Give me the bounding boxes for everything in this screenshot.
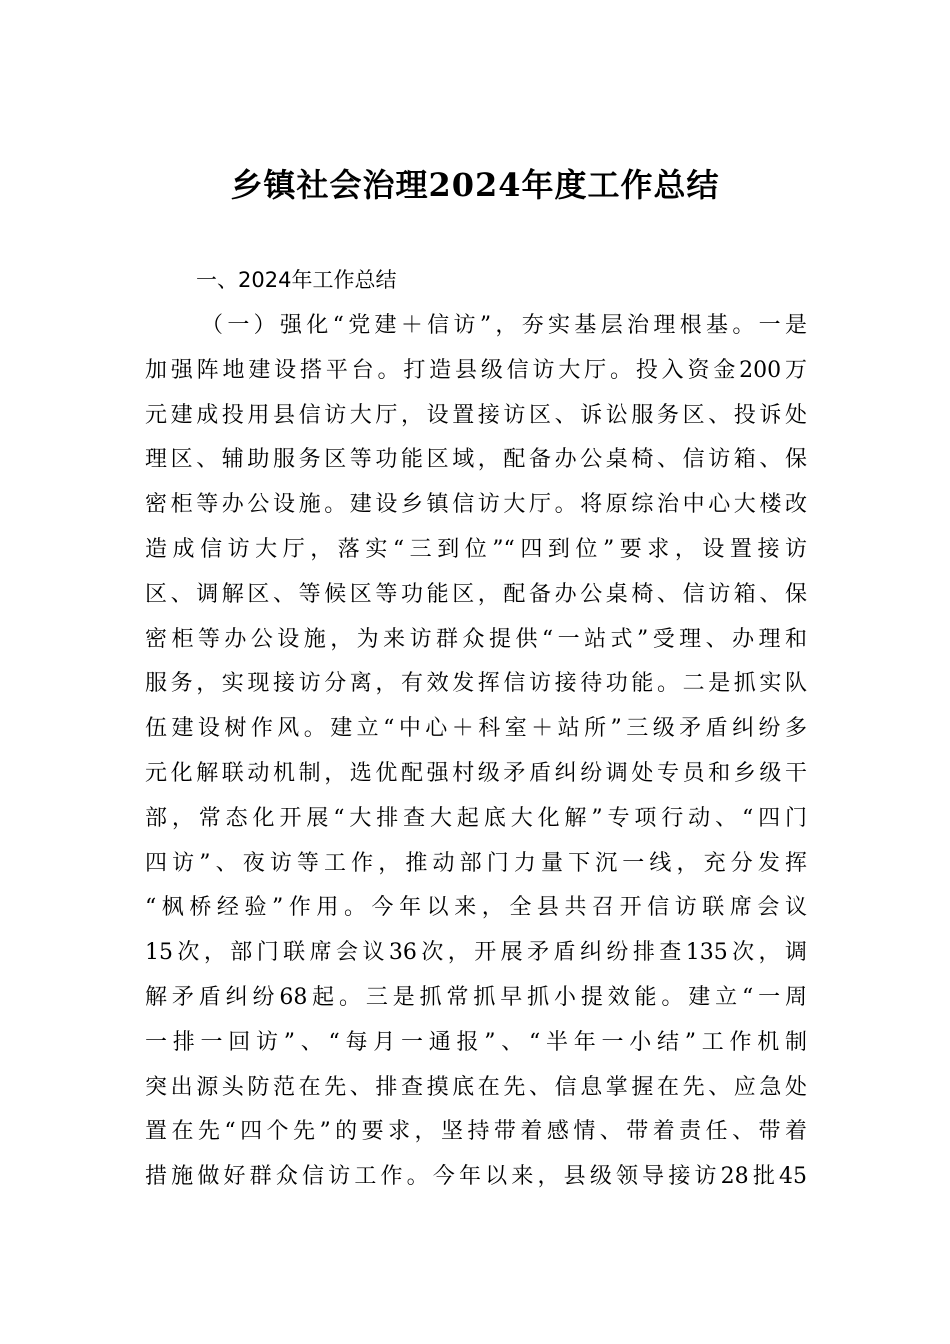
paragraph-line: 伍建设树作风。建立“中心＋科室＋站所”三级矛盾纠纷多 [145, 716, 807, 742]
paragraph-line: 密柜等办公设施，为来访群众提供“一站式”受理、办理和 [145, 626, 807, 652]
paragraph-line: 加强阵地建设搭平台。打造县级信访大厅。投入资金200万 [145, 357, 807, 383]
section-heading: 一、2024年工作总结 [196, 268, 397, 292]
paragraph-line: 区、调解区、等候区等功能区，配备办公桌椅、信访箱、保 [145, 581, 807, 607]
paragraph-line: 理区、辅助服务区等功能区域，配备办公桌椅、信访箱、保 [145, 447, 807, 473]
paragraph-line: 元化解联动机制，选优配强村级矛盾纠纷调处专员和乡级干 [145, 760, 807, 786]
paragraph-line: 解矛盾纠纷68起。三是抓常抓早抓小提效能。建立“一周 [145, 984, 807, 1010]
paragraph-line: 措施做好群众信访工作。今年以来，县级领导接访28批45 [145, 1164, 807, 1190]
paragraph-line: 置在先“四个先”的要求，坚持带着感情、带着责任、带着 [145, 1119, 807, 1145]
paragraph-line: 突出源头防范在先、排查摸底在先、信息掌握在先、应急处 [145, 1074, 807, 1100]
paragraph-line: 四访”、夜访等工作，推动部门力量下沉一线，充分发挥 [145, 850, 807, 876]
paragraph-line: 服务，实现接访分离，有效发挥信访接待功能。二是抓实队 [145, 671, 807, 697]
paragraph-line: 部，常态化开展“大排查大起底大化解”专项行动、“四门 [145, 805, 807, 831]
paragraph-line: 15次，部门联席会议36次，开展矛盾纠纷排查135次，调 [145, 940, 807, 966]
body-paragraph [145, 304, 807, 1200]
paragraph-line: 元建成投用县信访大厅，设置接访区、诉讼服务区、投诉处 [145, 402, 807, 428]
paragraph-line: （一）强化“党建＋信访”，夯实基层治理根基。一是 [201, 313, 807, 338]
paragraph-line: 一排一回访”、“每月一通报”、“半年一小结”工作机制 [145, 1029, 807, 1055]
document-title: 乡镇社会治理2024年度工作总结 [230, 166, 720, 204]
paragraph-line: 造成信访大厅，落实“三到位”“四到位”要求，设置接访 [145, 536, 807, 562]
paragraph-line: 密柜等办公设施。建设乡镇信访大厅。将原综治中心大楼改 [145, 492, 807, 518]
paragraph-line: “枫桥经验”作用。今年以来，全县共召开信访联席会议 [145, 895, 807, 921]
